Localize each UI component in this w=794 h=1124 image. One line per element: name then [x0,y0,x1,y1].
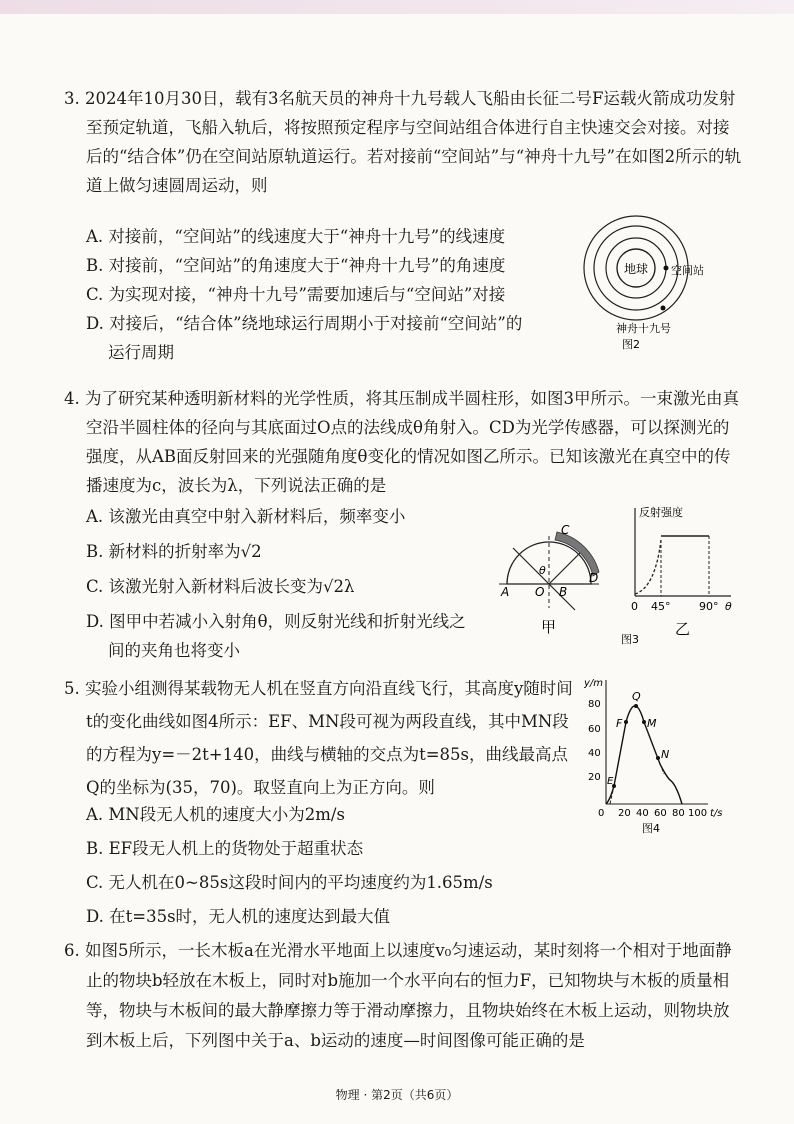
q3-option-d-cont: 运行周期 [108,343,174,362]
page-top-band [0,0,794,14]
ytick-40: 40 [588,748,601,759]
q5-option-b: B. EF段无人机上的货物处于超重状态 [86,839,364,858]
xtick-60: 60 [654,808,667,819]
tick-theta: θ [725,600,732,613]
ship-dot [661,306,666,311]
question-4-stem: 4. 为了研究某种透明新材料的光学性质，将其压制成半圆柱形，如图3甲所示。一束激光由真空沿半圆柱体的径向与其底面过O点的法线成θ角射入。CD为光学传感器，可以探测光的强度，从AB面反射回来的光强随角度θ变化的情况如图乙所示。已知该激光在真空中的传播速度为c，波长为λ，下列说法正确的是 [64,389,739,495]
question-5 [64,672,574,804]
question-5-options [64,800,604,936]
q4-option-d [64,607,494,665]
q5-option-c: C. 无人机在0~85s这段时间内的平均速度约为1.65m/s [86,873,493,892]
refraction-diagram [495,500,765,650]
graph4-xlabel: t/s [710,808,723,819]
q5-option-a: A. MN段无人机的速度大小为2m/s [86,805,345,824]
q4-option-b: B. 新材料的折射率为√2 [86,542,262,561]
point-f-label: F [616,717,623,730]
figure-3 [495,500,765,650]
question-3 [64,84,744,200]
intensity-curve-rise [635,540,661,594]
q3-option-b: B. 对接前，“空间站”的角速度大于“神舟十九号”的角速度 [86,256,506,275]
sensor-cd [555,532,599,576]
theta-label: θ [539,564,546,577]
jia-label: 甲 [541,618,557,636]
q4-option-a: A. 该激光由真空中射入新材料后，频率变小 [86,507,406,526]
q4-option-c: C. 该激光射入新材料后波长变为√2λ [86,577,355,596]
question-3-options [64,222,584,367]
figure-3-caption: 图3 [621,633,639,646]
point-f-dot [624,720,628,724]
xtick-20: 20 [618,808,631,819]
figure-2-caption: 图2 [622,338,640,351]
figure-4 [584,670,734,840]
earth-label: 地球 [623,262,649,276]
xtick-40: 40 [636,808,649,819]
ytick-20: 20 [588,772,601,783]
station-dot [664,266,669,271]
question-3-stem: 3. 2024年10月30日，载有3名航天员的神舟十九号载人飞船由长征二号F运载火箭成功发射至预定轨道，飞船入轨后，将按照预定程序与空间站组合体进行自主快速交会对接。对接后的“结合体”仍在空间站原轨道运行。若对接前“空间站”与“神舟十九号”在如图2所示的轨道上做匀速圆周运动，则 [64,89,742,195]
page-footer: 物理 · 第2页（共6页） [335,1088,459,1102]
q5-option-d: D. 在t=35s时，无人机的速度达到最大值 [86,907,391,926]
height-time-graph [584,670,734,840]
question-4-options [64,502,494,665]
ytick-80: 80 [588,699,601,710]
label-a: A [501,585,510,599]
q4-option-d-text: D. 图甲中若减小入射角θ，则反射光线和折射光线之 [86,612,466,631]
label-d: D [589,571,599,585]
yi-label: 乙 [675,620,691,638]
question-6 [64,936,744,1056]
q3-option-c: C. 为实现对接，“神舟十九号”需要加速后与“空间站”对接 [86,285,506,304]
figure-2 [580,212,730,382]
point-n-label: N [661,748,670,761]
label-c: C [561,523,570,537]
point-e-label: E [607,776,614,787]
question-6-stem: 6. 如图5所示，一长木板a在光滑水平地面上以速度v₀匀速运动，某时刻将一个相对于地面静止的物块b轻放在木板上，同时对b施加一个水平向右的恒力F，已知物块与木板的质量相等，物块与木板间的最大静摩擦力等于滑动摩擦力，且物块始终在木板上运动，则物块放到木板上后，下列图中关于a、b运动的速度—时间图像可能正确的是 [64,941,732,1050]
question-5-stem: 5. 实验小组测得某载物无人机在竖直方向沿直线飞行，其高度y随时间t的变化曲线如图4所示：EF、MN段可视为两段直线，其中MN段的方程为y=－2t+140，曲线与横轴的交点为t=85s，曲线最高点Q的坐标为(35，70)。取竖直向上为正方向。则 [64,679,573,797]
q3-option-d-text: D. 对接后，“结合体”绕地球运行周期小于对接前“空间站”的 [86,314,523,333]
q3-option-a: A. 对接前，“空间站”的线速度大于“神舟十九号”的线速度 [86,227,506,246]
point-m-label: M [647,717,657,730]
station-label: 空间站 [671,264,704,277]
orbit-diagram [580,212,730,382]
reflected-ray [549,550,583,584]
tick-0: 0 [631,600,638,613]
tick-90: 90° [699,600,719,613]
point-n-dot [656,756,660,760]
q3-option-d [64,309,584,367]
point-q-label: Q [632,690,641,703]
xtick-100: 100 [688,808,708,819]
ship-label: 神舟十九号 [616,322,671,335]
graph4-ylabel: y/m [584,678,604,689]
point-q-dot [634,704,638,708]
figure-4-caption: 图4 [642,822,660,835]
tick-45: 45° [651,600,671,613]
xtick-0: 0 [598,808,605,819]
ytick-60: 60 [588,724,601,735]
question-4 [64,384,744,500]
point-m-dot [642,720,646,724]
graph-ylabel: 反射强度 [639,506,683,519]
label-b: B [559,585,568,599]
xtick-80: 80 [672,808,685,819]
label-o: O [535,585,545,599]
q4-option-d-cont: 间的夹角也将变小 [108,641,240,660]
